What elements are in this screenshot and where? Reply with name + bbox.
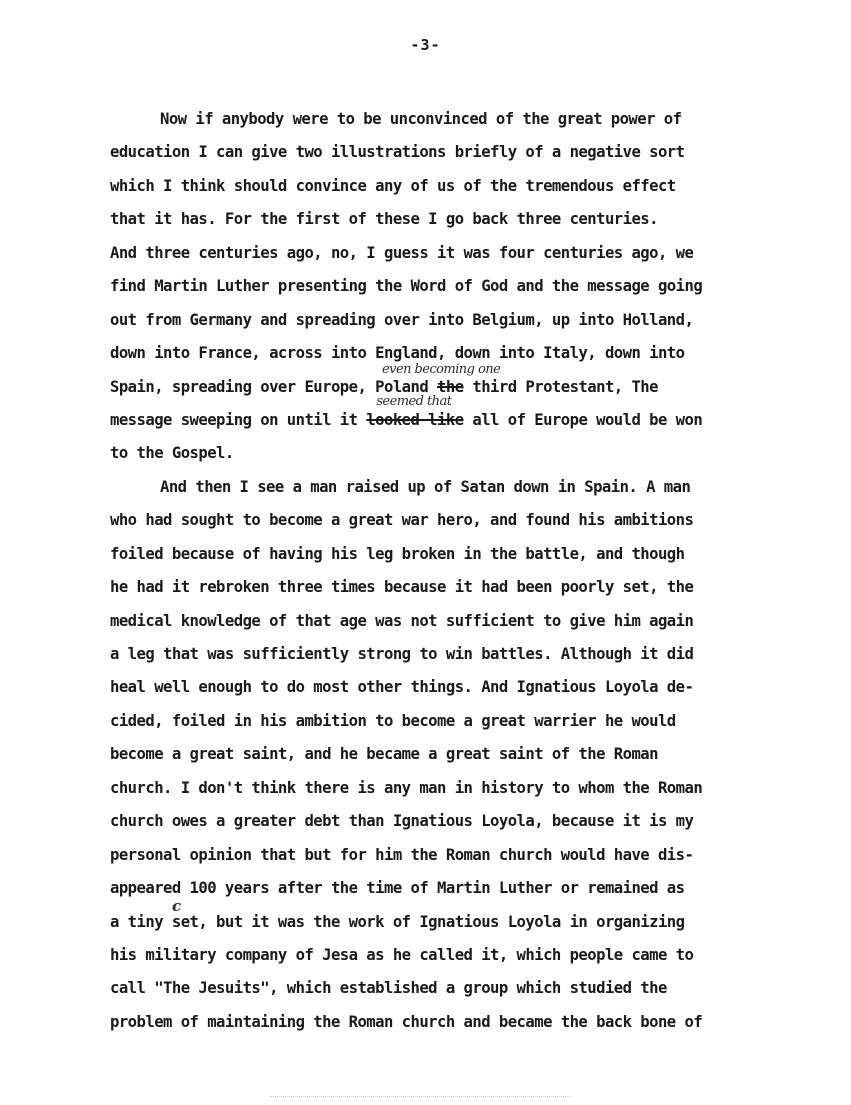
text-line: out from Germany and spreading over into Belgium, up into Holland, [110,310,694,329]
text-line: appeared 100 years after the time of Martin Luther or remained as [110,879,685,898]
line-text: Now if anybody were to be unconvinced of the great power of [160,110,682,128]
text-line: heal well enough to do most other things. And Ignatious Loyola de- [110,678,694,697]
line-text: all of Europe would be won [463,410,703,429]
text-line: church owes a greater debt than Ignatious Loyola, because it is my [110,812,694,831]
text-line: to the Gospel. [110,444,234,463]
line-text: third Protestant, The [463,377,658,396]
text-line: And three centuries ago, no, I guess it was four centuries ago, we [110,243,694,262]
text-line: call "The Jesuits", which established a group which studied the [110,979,667,998]
handwritten-insertion: seemed that [376,393,452,409]
line-text: And then I see a man raised up of Satan down in Spain. A man [160,477,691,496]
text-line: problem of maintaining the Roman church and became the back bone of [110,1012,703,1031]
text-line: become a great saint, and he became a great saint of the Roman [110,745,658,764]
text-line: personal opinion that but for him the Roman church would have dis- [110,845,694,864]
text-line: down into France, across into England, down into Italy, down into [110,344,685,363]
struck-text: looked like [366,410,464,429]
line-text: message sweeping on until it [110,410,367,429]
text-line: education I can give two illustrations briefly of a negative sort [110,143,685,162]
text-line-edited [110,393,810,437]
text-line: cided, foiled in his ambition to become a great warrier he would [110,711,676,730]
text-line: who had sought to become a great war hero, and found his ambitions [110,511,694,530]
text-line-edited [110,361,810,404]
text-line: find Martin Luther presenting the Word of God and the message going [110,277,703,296]
line-text: Spain, spreading over Europe, Poland [110,377,438,396]
scan-smudge [270,1096,570,1099]
text-line: he had it rebroken three times because it had been poorly set, the [110,578,694,597]
body-text [110,103,810,1039]
struck-text: the [437,377,464,396]
text-line: foiled because of having his leg broken in the battle, and though [110,544,685,563]
line-text: a tiny set, but it was the work of Ignatious Loyola in organizing [110,912,685,931]
text-line [110,471,810,504]
text-line: medical knowledge of that age was not sufficient to give him again [110,611,694,630]
text-line: which I think should convince any of us of the tremendous effect [110,176,676,195]
text-line: that it has. For the first of these I go back three centuries. [110,210,658,229]
handwritten-insertion: even becoming one [382,361,501,377]
text-line: his military company of Jesa as he called it, which people came to [110,945,694,964]
page-number: -3- [410,36,441,54]
text-line: church. I don't think there is any man in history to whom the Roman [110,778,703,797]
text-line [110,896,685,939]
text-line [110,103,810,136]
text-line: a leg that was sufficiently strong to win battles. Although it did [110,645,694,663]
handwritten-caret-c: c [172,896,181,915]
